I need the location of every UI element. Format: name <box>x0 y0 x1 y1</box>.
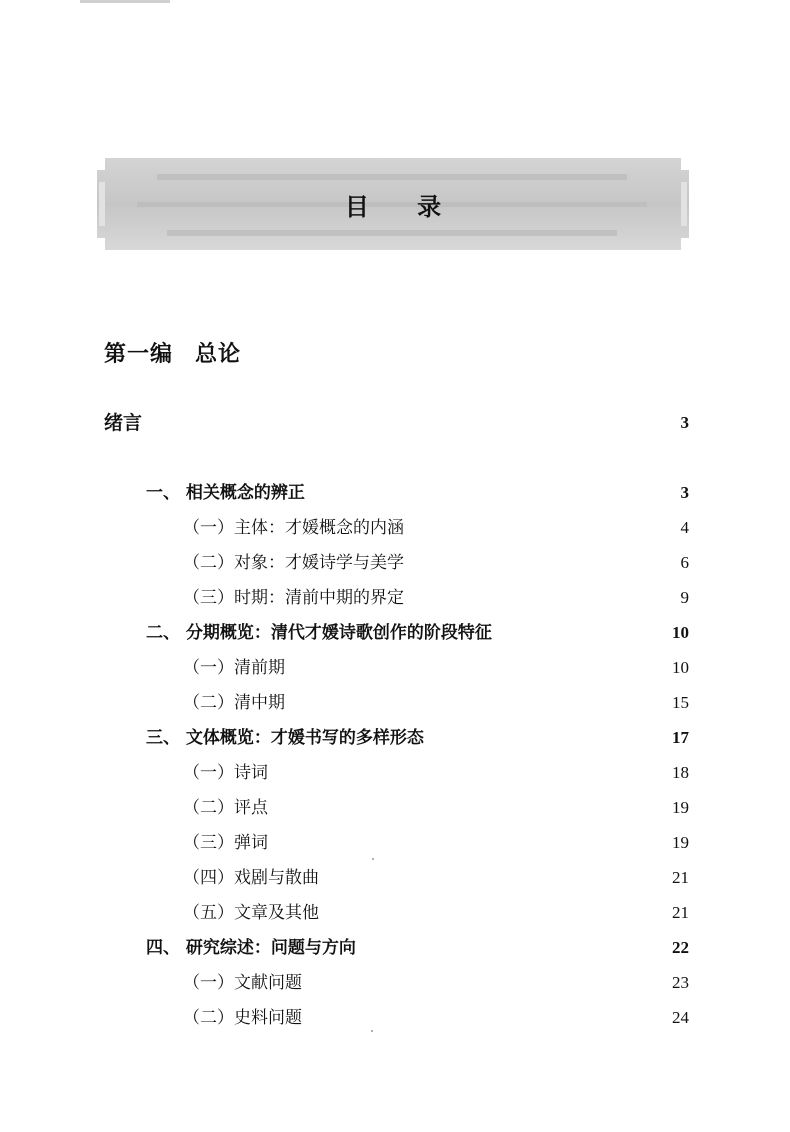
top-edge-mark <box>80 0 170 3</box>
toc-entry-label: （一）清前期 <box>183 658 285 678</box>
toc-entry[interactable] <box>104 410 689 436</box>
toc-entry[interactable] <box>183 830 689 856</box>
part-heading <box>104 337 241 368</box>
toc-entry-label: （二）清中期 <box>183 693 285 713</box>
toc-entry[interactable] <box>183 550 689 576</box>
toc-entry-label: （四）戏剧与散曲 <box>183 868 319 888</box>
toc-entry-label: 四、 研究综述：问题与方向 <box>146 938 356 958</box>
toc-entry-page: 17 <box>672 728 689 747</box>
toc-entry-page: 19 <box>672 833 689 852</box>
toc-entry-label: （五）文章及其他 <box>183 903 319 923</box>
page-title: 目 录 <box>344 192 462 221</box>
toc-entry-label: 一、 相关概念的辨正 <box>146 483 305 503</box>
toc-entry-label: 二、 分期概览：清代才媛诗歌创作的阶段特征 <box>146 623 492 643</box>
toc-entry[interactable] <box>183 655 689 681</box>
toc-entry-label: （三）弹词 <box>183 833 268 853</box>
toc-entry-page: 3 <box>680 413 689 432</box>
toc-entry-page: 22 <box>672 938 689 957</box>
toc-entry-page: 21 <box>672 903 689 922</box>
toc-entry[interactable] <box>183 585 689 611</box>
toc-entry-page: 6 <box>680 553 689 572</box>
toc-entry-page: 10 <box>672 623 689 642</box>
toc-entry-label: （三）时期：清前中期的界定 <box>183 588 404 608</box>
toc-entry[interactable] <box>183 515 689 541</box>
toc-entry-page: 18 <box>672 763 689 782</box>
toc-entry[interactable] <box>183 760 689 786</box>
toc-entry-label: （一）主体：才媛概念的内涵 <box>183 518 404 538</box>
toc-entry-label: （二）史料问题 <box>183 1008 302 1028</box>
toc-entry-page: 24 <box>672 1008 689 1027</box>
toc-entry[interactable] <box>146 935 689 961</box>
toc-entry[interactable] <box>146 480 689 506</box>
toc-entry-page: 10 <box>672 658 689 677</box>
toc-entry-label: （一）诗词 <box>183 763 268 783</box>
toc-entry-page: 15 <box>672 693 689 712</box>
toc-entry-label: （一）文献问题 <box>183 973 302 993</box>
toc-entry-page: 23 <box>672 973 689 992</box>
scan-speck <box>371 1030 373 1032</box>
toc-entry-page: 21 <box>672 868 689 887</box>
toc-entry[interactable] <box>183 1005 689 1031</box>
toc-entry-label: （二）评点 <box>183 798 268 818</box>
toc-entry[interactable] <box>146 725 689 751</box>
toc-entry-label: 绪言 <box>104 412 143 434</box>
toc-entry[interactable] <box>183 970 689 996</box>
toc-entry-page: 9 <box>680 588 689 607</box>
toc-entry[interactable] <box>183 865 689 891</box>
toc-entry[interactable] <box>183 900 689 926</box>
scan-speck <box>372 858 374 860</box>
toc-entry-label: （二）对象：才媛诗学与美学 <box>183 553 404 573</box>
part-name: 总论 <box>195 341 242 367</box>
title-banner <box>97 156 689 252</box>
toc-entry-page: 3 <box>680 483 689 502</box>
toc-entry-page: 19 <box>672 798 689 817</box>
toc-entry-page: 4 <box>680 518 689 537</box>
toc-entry[interactable] <box>146 620 689 646</box>
toc-entry[interactable] <box>183 795 689 821</box>
part-number: 第一编 <box>104 341 174 367</box>
toc-entry-label: 三、 文体概览：才媛书写的多样形态 <box>146 728 424 748</box>
toc-entry[interactable] <box>183 690 689 716</box>
